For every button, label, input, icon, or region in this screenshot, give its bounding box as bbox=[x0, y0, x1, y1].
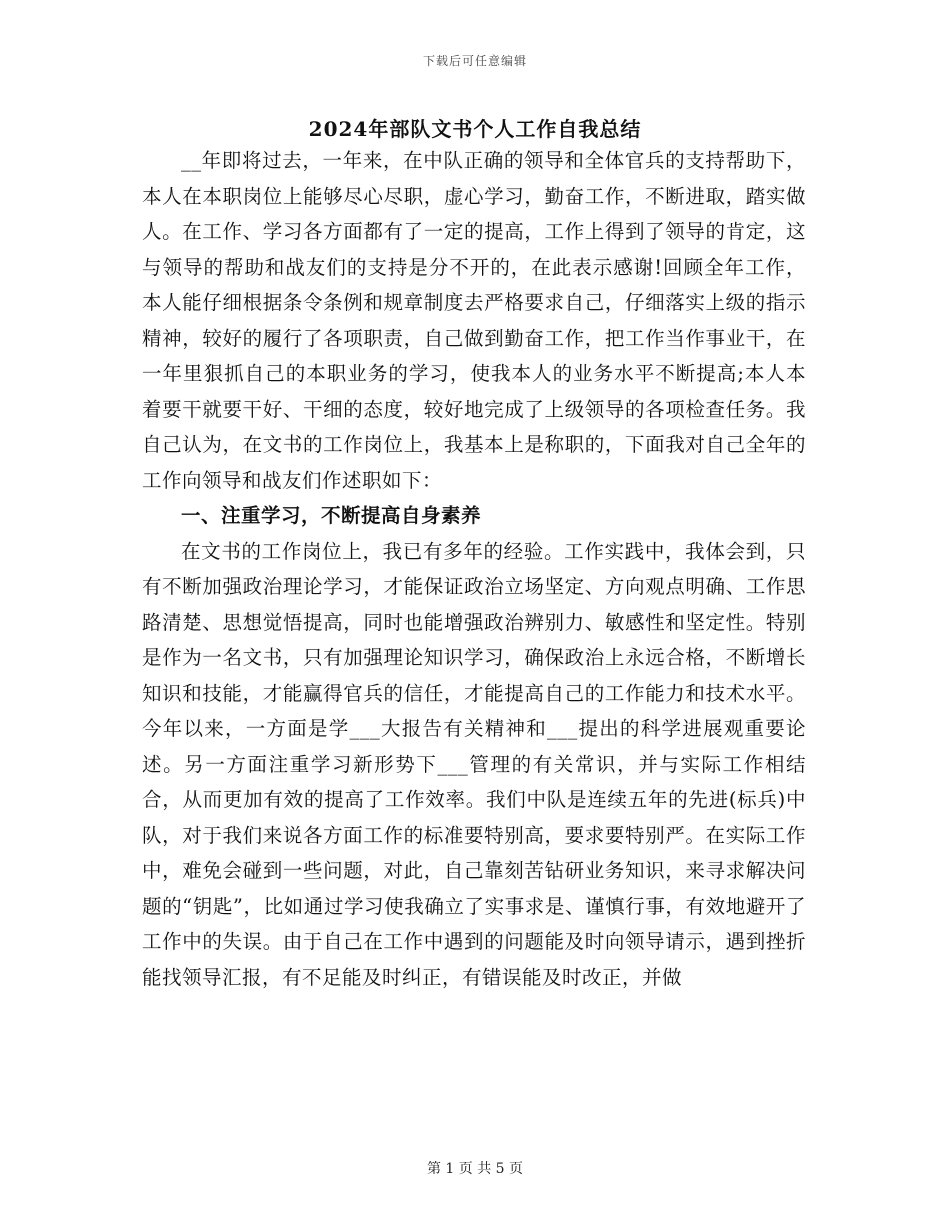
page-number: 第 1 页 共 5 页 bbox=[426, 1161, 524, 1177]
header-note: 下载后可任意编辑 bbox=[422, 54, 527, 68]
document-body bbox=[142, 143, 806, 995]
section-heading: 一、注重学习，不断提高自身素养 bbox=[181, 504, 482, 527]
intro-paragraph: __年即将过去，一年来，在中队正确的领导和全体官兵的支持帮助下，本人在本职岗位上能够尽心尽职，虚心学习，勤奋工作，不断进取，踏实做人。在工作、学习各方面都有了一定的提高，工作上得到了领导的肯定，这与领导的帮助和战友们的支持是分不开的，在此表示感谢!回顾全年工作，本人能仔细根据条令条例和规章制度去严格要求自己，仔细落实上级的指示精神，较好的履行了各项职责，自己做到勤奋工作，把工作当作事业干，在一年里狠抓自己的本职业务的学习，使我本人的业务水平不断提高;本人本着要干就要干好、干细的态度，较好地完成了上级领导的各项检查任务。我自己认为，在文书的工作岗位上，我基本上是称职的，下面我对自己全年的工作向领导和战友们作述职如下： bbox=[142, 149, 806, 492]
document-title: 2024年部队文书个人工作自我总结 bbox=[308, 117, 642, 141]
section-paragraph: 在文书的工作岗位上，我已有多年的经验。工作实践中，我体会到，只有不断加强政治理论学习，才能保证政治立场坚定、方向观点明确、工作思路清楚、思想觉悟提高，同时也能增强政治辨别力、敏感性和坚定性。特别是作为一名文书，只有加强理论知识学习，确保政治上永远合格，不断增长知识和技能，才能赢得官兵的信任，才能提高自己的工作能力和技术水平。今年以来，一方面是学___大报告有关精神和___提出的科学进展观重要论述。另一方面注重学习新形势下___管理的有关常识，并与实际工作相结合，从而更加有效的提高了工作效率。我们中队是连续五年的先进(标兵)中队，对于我们来说各方面工作的标准要特别高，要求要特别严。在实际工作中，难免会碰到一些问题，对此，自己靠刻苦钻研业务知识，来寻求解决问题的“钥匙”，比如通过学习使我确立了实事求是、谨慎行事，有效地避开了工作中的失误。由于自己在工作中遇到的问题能及时向领导请示，遇到挫折能找领导汇报，有不足能及时纠正，有错误能及时改正，并做 bbox=[142, 539, 806, 989]
